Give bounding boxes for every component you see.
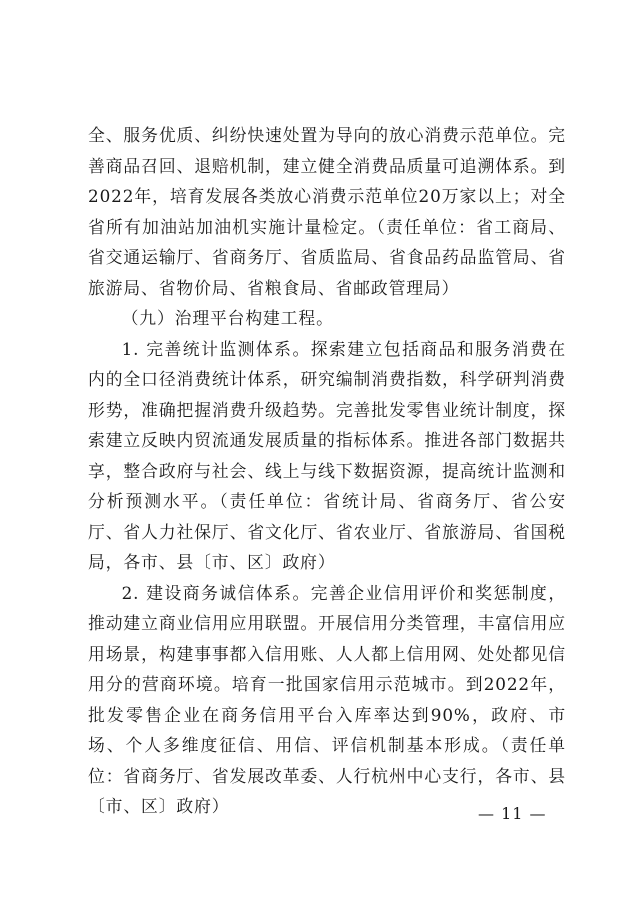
- paragraph-commercial-credit: 2. 建设商务诚信体系。完善企业信用评价和奖惩制度，推动建立商业信用应用联盟。开展信用分类管理，丰富信用应用场景，构建事事都入信用账、人人都上信用网、处处都见信用分的营商环境。培育一批国家信用示范城市。到2022年，批发零售企业在商务信用平台入库率达到90%，政府、市场、个人多维度征信、用信、评信机制基本形成。（责任单位：省商务厅、省发展改革委、人行杭州中心支行，各市、县〔市、区〕政府）: [88, 582, 566, 816]
- body-text: [88, 120, 566, 822]
- paragraph-consumer-demo-units: 全、服务优质、纠纷快速处置为导向的放心消费示范单位。完善商品召回、退赔机制，建立健全消费品质量可追溯体系。到2022年，培育发展各类放心消费示范单位20万家以上；对全省所有加油站加油机实施计量检定。（责任单位：省工商局、省交通运输厅、省商务厅、省质监局、省食品药品监管局、省旅游局、省物价局、省粮食局、省邮政管理局）: [88, 125, 566, 298]
- paragraph-statistics-monitoring: 1. 完善统计监测体系。探索建立包括商品和服务消费在内的全口径消费统计体系，研究编制消费指数，科学研判消费形势，准确把握消费升级趋势。完善批发零售业统计制度，探索建立反映内贸流通发展质量的指标体系。推进各部门数据共享，整合政府与社会、线上与线下数据资源，提高统计监测和分析预测水平。（责任单位：省统计局、省商务厅、省公安厅、省人力社保厅、省文化厅、省农业厅、省旅游局、省国税局，各市、县〔市、区〕政府）: [88, 338, 566, 572]
- section-heading-governance-platform: （九）治理平台构建工程。: [121, 308, 334, 328]
- page-number: — 11 —: [478, 804, 547, 823]
